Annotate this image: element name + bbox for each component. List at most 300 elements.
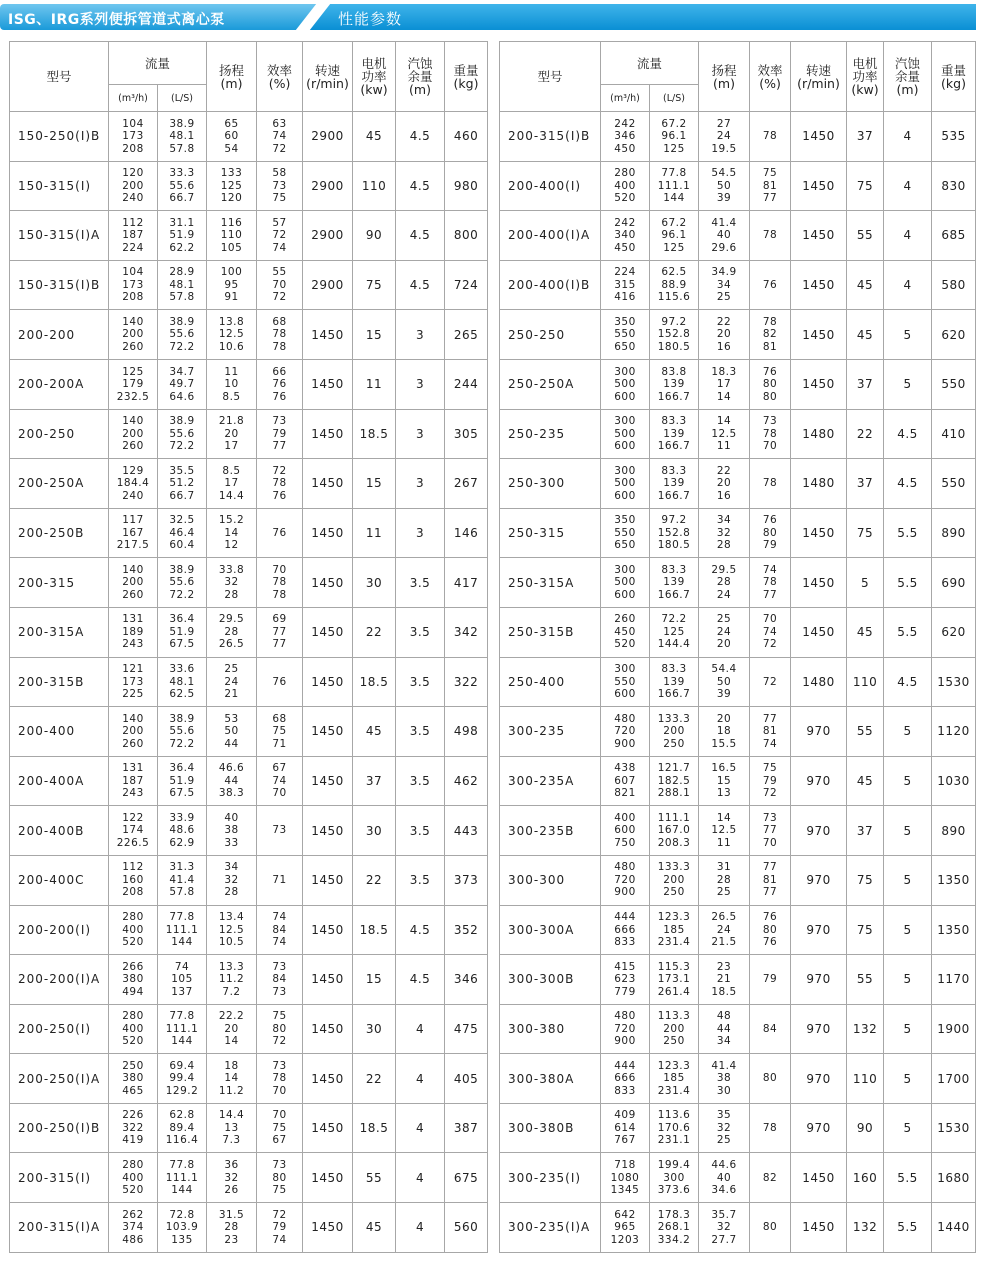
npsh-cell: 4.5	[396, 260, 445, 310]
flow-m3h-cell-value: 400	[614, 811, 636, 824]
flow-ls-cell-value: 373.6	[657, 1184, 691, 1197]
flow-ls-cell-value: 72.2	[169, 737, 195, 750]
flow-ls-cell	[650, 161, 699, 211]
flow-m3h-cell-value: 129	[122, 464, 144, 477]
efficiency-cell-value: 74	[272, 936, 287, 949]
efficiency-cell-value: 77	[762, 886, 778, 899]
head-cell-value: 18	[716, 725, 732, 738]
flow-ls-cell-value: 152.8	[657, 328, 691, 341]
efficiency-cell-value: 66	[272, 365, 287, 378]
flow-m3h-cell-value: 900	[614, 737, 636, 750]
flow-m3h-cell	[601, 1103, 650, 1153]
npsh-cell: 3.5	[396, 607, 445, 657]
efficiency-cell-value: 72	[272, 464, 287, 477]
efficiency-cell-value: 72	[762, 638, 778, 651]
flow-m3h-cell-value: 720	[614, 1022, 636, 1035]
speed-cell: 970	[791, 1004, 847, 1054]
head-cell-value: 11	[716, 836, 732, 849]
flow-ls-cell-value: 111.1	[165, 923, 199, 936]
flow-ls-cell-value: 67.2	[661, 117, 687, 130]
speed-cell: 1450	[303, 707, 353, 757]
header-efficiency: 效率 (%)	[750, 42, 791, 112]
flow-ls-cell-value: 99.4	[169, 1072, 195, 1085]
flow-m3h-cell	[109, 508, 158, 558]
flow-m3h-cell-value: 174	[122, 824, 144, 837]
efficiency-cell-value: 80	[762, 526, 778, 539]
flow-m3h-cell-value: 779	[614, 985, 636, 998]
flow-m3h-cell	[109, 310, 158, 360]
npsh-cell: 4.5	[396, 955, 445, 1005]
flow-m3h-cell	[601, 1203, 650, 1253]
head-cell-value: 22	[716, 464, 732, 477]
flow-ls-cell-value: 105	[171, 973, 193, 986]
head-cell	[207, 806, 257, 856]
head-cell	[207, 359, 257, 409]
flow-ls-cell-value: 97.2	[661, 315, 687, 328]
weight-cell: 443	[445, 806, 488, 856]
efficiency-cell	[750, 855, 791, 905]
npsh-cell: 4	[396, 1103, 445, 1153]
model-cell: 200-315(I)	[10, 1153, 109, 1203]
efficiency-cell-value: 76	[762, 911, 778, 924]
efficiency-cell	[750, 905, 791, 955]
power-cell: 18.5	[353, 1103, 396, 1153]
flow-ls-cell-value: 300	[663, 1171, 685, 1184]
flow-ls-cell-value: 250	[663, 886, 685, 899]
efficiency-cell	[257, 955, 303, 1005]
head-cell	[699, 459, 750, 509]
efficiency-cell-value: 81	[762, 340, 778, 353]
weight-cell: 580	[932, 260, 976, 310]
flow-m3h-cell-value: 117	[122, 514, 144, 527]
speed-cell: 1450	[791, 359, 847, 409]
efficiency-cell	[257, 756, 303, 806]
head-cell	[207, 1004, 257, 1054]
flow-ls-cell-value: 113.3	[657, 1010, 691, 1023]
flow-ls-cell-value: 125	[663, 241, 685, 254]
flow-m3h-cell-value: 131	[122, 613, 144, 626]
flow-ls-cell-value: 57.8	[169, 886, 195, 899]
table-row	[500, 359, 976, 409]
flow-m3h-cell	[109, 1203, 158, 1253]
head-cell	[699, 260, 750, 310]
flow-ls-cell	[650, 756, 699, 806]
flow-ls-cell-value: 135	[171, 1233, 193, 1246]
efficiency-cell-value: 76	[272, 390, 287, 403]
flow-m3h-cell	[109, 558, 158, 608]
speed-cell: 970	[791, 1054, 847, 1104]
table-row	[500, 806, 976, 856]
flow-m3h-cell-value: 520	[122, 1184, 144, 1197]
flow-m3h-cell	[109, 707, 158, 757]
table-row	[10, 855, 488, 905]
flow-ls-cell-value: 166.7	[657, 588, 691, 601]
head-cell	[699, 707, 750, 757]
table-row	[500, 1153, 976, 1203]
flow-ls-cell	[158, 1153, 207, 1203]
npsh-cell: 5.5	[884, 508, 932, 558]
flow-m3h-cell-value: 444	[614, 1059, 636, 1072]
weight-cell: 498	[445, 707, 488, 757]
efficiency-cell	[750, 161, 791, 211]
weight-cell: 1530	[932, 657, 976, 707]
npsh-cell: 4.5	[396, 905, 445, 955]
table-row	[10, 1153, 488, 1203]
power-cell: 22	[353, 607, 396, 657]
head-cell-value: 14.4	[218, 489, 245, 502]
flow-m3h-cell-value: 200	[122, 427, 144, 440]
head-cell-value: 21	[716, 973, 732, 986]
head-cell-value: 14	[224, 1035, 239, 1048]
flow-ls-cell-value: 28.9	[169, 266, 195, 279]
npsh-cell: 4	[884, 211, 932, 261]
efficiency-cell-value: 78	[272, 328, 287, 341]
speed-cell: 1450	[791, 558, 847, 608]
flow-m3h-cell-value: 450	[614, 241, 636, 254]
weight-cell: 460	[445, 112, 488, 162]
efficiency-cell	[257, 112, 303, 162]
npsh-cell: 3	[396, 409, 445, 459]
speed-cell: 1450	[303, 657, 353, 707]
efficiency-cell	[257, 707, 303, 757]
head-cell-value: 12.5	[711, 824, 737, 837]
head-cell-value: 95	[224, 278, 239, 291]
head-cell-value: 18.5	[711, 985, 737, 998]
efficiency-cell	[750, 359, 791, 409]
header-power: 电机功率 (kw)	[353, 42, 396, 112]
flow-m3h-cell-value: 226	[122, 1109, 144, 1122]
head-cell-value: 8.5	[222, 390, 241, 403]
flow-ls-cell-value: 72.2	[661, 613, 687, 626]
head-cell-value: 29.5	[218, 613, 245, 626]
flow-ls-cell	[158, 558, 207, 608]
npsh-cell: 5.5	[884, 607, 932, 657]
flow-ls-cell	[650, 112, 699, 162]
efficiency-cell	[750, 310, 791, 360]
head-cell-value: 28	[224, 886, 239, 899]
head-cell-value: 33	[224, 836, 239, 849]
flow-m3h-cell-value: 720	[614, 725, 636, 738]
table-row	[10, 607, 488, 657]
weight-cell: 980	[445, 161, 488, 211]
flow-ls-cell-value: 139	[663, 675, 685, 688]
flow-ls-cell	[650, 955, 699, 1005]
speed-cell: 970	[791, 806, 847, 856]
head-cell-value: 15.2	[218, 514, 245, 527]
table-row	[500, 409, 976, 459]
weight-cell: 675	[445, 1153, 488, 1203]
flow-ls-cell-value: 74	[174, 960, 190, 973]
flow-ls-cell-value: 180.5	[657, 539, 691, 552]
head-cell	[699, 112, 750, 162]
table-row	[500, 211, 976, 261]
flow-m3h-cell-value: 833	[614, 1084, 636, 1097]
table-row	[10, 459, 488, 509]
efficiency-cell	[257, 806, 303, 856]
flow-m3h-cell-value: 642	[614, 1208, 636, 1221]
flow-ls-cell	[158, 855, 207, 905]
flow-ls-cell-value: 72.2	[169, 588, 195, 601]
table-row	[500, 161, 976, 211]
head-cell	[207, 756, 257, 806]
power-cell: 15	[353, 310, 396, 360]
flow-m3h-cell-value: 173	[122, 278, 144, 291]
flow-m3h-cell-value: 600	[614, 440, 636, 453]
efficiency-cell-value: 76	[272, 526, 287, 539]
speed-cell: 1450	[303, 1103, 353, 1153]
speed-cell: 970	[791, 955, 847, 1005]
flow-m3h-cell	[109, 657, 158, 707]
flow-m3h-cell-value: 104	[122, 266, 144, 279]
speed-cell: 1450	[303, 310, 353, 360]
speed-cell: 1450	[791, 260, 847, 310]
head-cell	[207, 1054, 257, 1104]
model-cell: 200-250(I)B	[10, 1103, 109, 1153]
flow-m3h-cell-value: 419	[122, 1134, 144, 1147]
flow-m3h-cell-value: 900	[614, 1035, 636, 1048]
head-cell	[207, 855, 257, 905]
efficiency-cell-value: 80	[272, 1171, 287, 1184]
model-cell: 200-315B	[10, 657, 109, 707]
flow-m3h-cell-value: 500	[614, 477, 636, 490]
flow-m3h-cell-value: 280	[614, 167, 636, 180]
flow-m3h-cell-value: 400	[122, 923, 144, 936]
model-cell: 150-315(I)B	[10, 260, 109, 310]
head-cell	[699, 607, 750, 657]
npsh-cell: 4	[884, 112, 932, 162]
power-cell: 22	[847, 409, 884, 459]
speed-cell: 1450	[791, 607, 847, 657]
flow-ls-cell-value: 170.6	[657, 1121, 691, 1134]
efficiency-cell-value: 80	[272, 1022, 287, 1035]
flow-ls-cell-value: 133.3	[657, 861, 691, 874]
flow-ls-cell	[650, 1103, 699, 1153]
flow-m3h-cell-value: 380	[122, 1072, 144, 1085]
flow-m3h-cell-value: 200	[122, 576, 144, 589]
head-cell-value: 31.5	[218, 1208, 245, 1221]
head-cell-value: 12.5	[218, 328, 245, 341]
flow-ls-cell-value: 51.2	[169, 477, 195, 490]
head-cell-value: 36	[224, 1159, 239, 1172]
flow-ls-cell	[158, 1004, 207, 1054]
head-cell-value: 60	[224, 130, 239, 143]
head-cell-value: 32	[716, 1221, 732, 1234]
efficiency-cell-value: 72	[272, 142, 287, 155]
flow-m3h-cell-value: 350	[614, 315, 636, 328]
flow-m3h-cell-value: 120	[122, 167, 144, 180]
flow-m3h-cell-value: 438	[614, 762, 636, 775]
flow-ls-cell-value: 139	[663, 427, 685, 440]
head-cell-value: 54	[224, 142, 239, 155]
model-cell: 200-200(I)A	[10, 955, 109, 1005]
flow-ls-cell-value: 199.4	[657, 1159, 691, 1172]
flow-m3h-cell	[109, 161, 158, 211]
table-row	[500, 756, 976, 806]
flow-m3h-cell-value: 179	[122, 378, 144, 391]
head-cell-value: 40	[716, 1171, 732, 1184]
power-cell: 15	[353, 955, 396, 1005]
flow-ls-cell-value: 166.7	[657, 440, 691, 453]
efficiency-cell	[750, 260, 791, 310]
flow-m3h-cell-value: 250	[122, 1059, 144, 1072]
efficiency-cell	[750, 112, 791, 162]
flow-ls-cell-value: 77.8	[169, 1159, 195, 1172]
head-cell-value: 11	[224, 365, 239, 378]
flow-m3h-cell-value: 500	[614, 427, 636, 440]
flow-ls-cell-value: 116.4	[165, 1134, 199, 1147]
weight-cell: 146	[445, 508, 488, 558]
flow-ls-cell-value: 139	[663, 378, 685, 391]
flow-m3h-cell-value: 300	[614, 415, 636, 428]
flow-ls-cell-value: 180.5	[657, 340, 691, 353]
efficiency-cell-value: 75	[272, 1010, 287, 1023]
model-cell: 200-250(I)A	[10, 1054, 109, 1104]
flow-m3h-cell-value: 480	[614, 861, 636, 874]
flow-ls-cell-value: 72.8	[169, 1208, 195, 1221]
head-cell	[207, 905, 257, 955]
flow-m3h-cell-value: 243	[122, 638, 144, 651]
efficiency-cell-value: 72	[762, 675, 778, 688]
flow-ls-cell-value: 57.8	[169, 291, 195, 304]
weight-cell: 322	[445, 657, 488, 707]
flow-ls-cell-value: 64.6	[169, 390, 195, 403]
head-cell-value: 24	[716, 588, 732, 601]
flow-ls-cell-value: 208.3	[657, 836, 691, 849]
efficiency-cell-value: 81	[762, 873, 778, 886]
table-row	[500, 1203, 976, 1253]
flow-m3h-cell	[109, 211, 158, 261]
section-title: 性能参数	[338, 10, 403, 28]
header-power: 电机功率 (kw)	[847, 42, 884, 112]
head-cell-value: 24	[716, 625, 732, 638]
speed-cell: 970	[791, 905, 847, 955]
speed-cell: 1450	[303, 558, 353, 608]
efficiency-cell-value: 79	[762, 774, 778, 787]
flow-ls-cell	[158, 955, 207, 1005]
flow-ls-cell-value: 152.8	[657, 526, 691, 539]
head-cell-value: 33.8	[218, 563, 245, 576]
npsh-cell: 3.5	[396, 657, 445, 707]
flow-m3h-cell-value: 140	[122, 563, 144, 576]
flow-m3h-cell-value: 450	[614, 142, 636, 155]
flow-m3h-cell-value: 494	[122, 985, 144, 998]
flow-m3h-cell	[109, 1004, 158, 1054]
flow-m3h-cell-value: 666	[614, 923, 636, 936]
table-row	[500, 1103, 976, 1153]
head-cell-value: 15	[716, 774, 732, 787]
head-cell-value: 116	[220, 216, 243, 229]
head-cell	[207, 310, 257, 360]
head-cell-value: 34.6	[711, 1184, 737, 1197]
flow-m3h-cell-value: 500	[614, 378, 636, 391]
efficiency-cell-value: 77	[272, 638, 287, 651]
model-cell: 300-380A	[500, 1054, 601, 1104]
table-row	[10, 359, 488, 409]
power-cell: 45	[353, 707, 396, 757]
flow-ls-cell-value: 83.8	[661, 365, 687, 378]
efficiency-cell-value: 55	[272, 266, 287, 279]
model-cell: 250-300	[500, 459, 601, 509]
head-cell-value: 20	[224, 427, 239, 440]
table-row	[10, 657, 488, 707]
flow-m3h-cell-value: 444	[614, 911, 636, 924]
efficiency-cell-value: 70	[762, 613, 778, 626]
power-cell: 18.5	[353, 657, 396, 707]
head-cell-value: 35	[716, 1109, 732, 1122]
head-cell-value: 25	[716, 1134, 732, 1147]
npsh-cell: 3.5	[396, 558, 445, 608]
power-cell: 22	[353, 1054, 396, 1104]
flow-m3h-cell-value: 750	[614, 836, 636, 849]
npsh-cell: 4	[396, 1153, 445, 1203]
flow-m3h-cell	[601, 1054, 650, 1104]
flow-m3h-cell-value: 300	[614, 365, 636, 378]
weight-cell: 475	[445, 1004, 488, 1054]
flow-ls-cell-value: 88.9	[661, 278, 687, 291]
flow-ls-cell-value: 185	[663, 923, 685, 936]
efficiency-cell-value: 72	[272, 291, 287, 304]
npsh-cell: 5	[884, 905, 932, 955]
head-cell-value: 14	[224, 526, 239, 539]
head-cell	[699, 905, 750, 955]
table-row	[500, 508, 976, 558]
flow-m3h-cell-value: 520	[614, 638, 636, 651]
efficiency-cell-value: 81	[762, 179, 778, 192]
head-cell-value: 11.2	[218, 1084, 245, 1097]
weight-cell: 1350	[932, 855, 976, 905]
weight-cell: 724	[445, 260, 488, 310]
power-cell: 37	[847, 112, 884, 162]
efficiency-cell	[750, 756, 791, 806]
head-cell	[699, 1203, 750, 1253]
head-cell-value: 44	[224, 774, 239, 787]
efficiency-cell-value: 76	[762, 936, 778, 949]
head-cell	[207, 508, 257, 558]
model-cell: 250-315A	[500, 558, 601, 608]
efficiency-cell-value: 78	[762, 229, 778, 242]
efficiency-cell-value: 75	[272, 1184, 287, 1197]
table-row	[500, 112, 976, 162]
head-cell	[699, 955, 750, 1005]
flow-m3h-cell-value: 650	[614, 539, 636, 552]
flow-m3h-cell-value: 380	[122, 973, 144, 986]
power-cell: 45	[847, 310, 884, 360]
power-cell: 30	[353, 1004, 396, 1054]
head-cell	[207, 558, 257, 608]
efficiency-cell-value: 79	[762, 539, 778, 552]
flow-m3h-cell-value: 550	[614, 675, 636, 688]
efficiency-cell	[257, 1103, 303, 1153]
flow-ls-cell	[650, 607, 699, 657]
efficiency-cell-value: 78	[762, 477, 778, 490]
flow-ls-cell	[650, 1054, 699, 1104]
flow-ls-cell-value: 166.7	[657, 688, 691, 701]
npsh-cell: 3	[396, 459, 445, 509]
efficiency-cell	[750, 707, 791, 757]
efficiency-cell-value: 67	[272, 762, 287, 775]
head-cell-value: 26.5	[711, 911, 737, 924]
efficiency-cell-value: 78	[762, 130, 778, 143]
head-cell-value: 50	[716, 675, 732, 688]
head-cell-value: 17	[224, 477, 239, 490]
model-cell: 300-235A	[500, 756, 601, 806]
flow-m3h-cell-value: 189	[122, 625, 144, 638]
flow-ls-cell-value: 83.3	[661, 663, 687, 676]
flow-ls-cell	[158, 359, 207, 409]
head-cell	[699, 1153, 750, 1203]
efficiency-cell	[750, 1004, 791, 1054]
table-row	[500, 558, 976, 608]
